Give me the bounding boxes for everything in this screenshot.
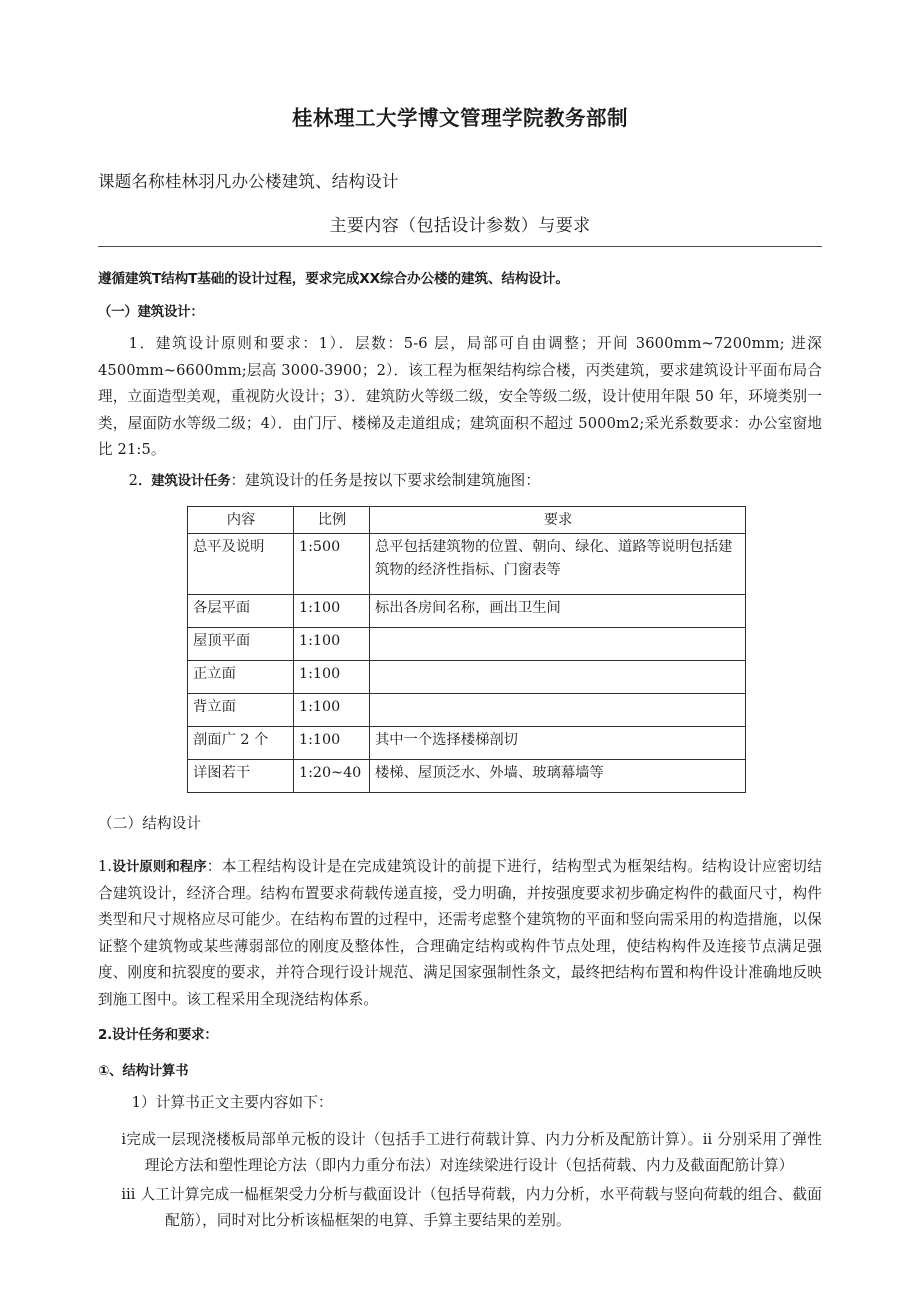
cell-scale: 1:100 [294,694,370,727]
cell-scale: 1:100 [294,595,370,628]
subject-value: 桂林羽凡办公楼建筑、结构设计 [164,171,399,191]
table-row [188,628,746,661]
cell-requirement: 标出各房间名称，画出卫生间 [370,595,746,628]
cell-scale: 1:100 [294,661,370,694]
architecture-task-line [98,464,822,495]
cell-content: 详图若干 [188,760,294,793]
table-row [188,727,746,760]
architecture-heading: （一）建筑设计： [98,304,204,320]
cell-requirement [370,628,746,661]
task-text: ：建筑设计的任务是按以下要求绘制建筑施图： [230,471,541,489]
subject-line [98,132,822,195]
drawing-spec-table [187,506,746,793]
principle-number: 1. [98,858,113,875]
table-row [188,760,746,793]
cell-content: 背立面 [188,694,294,727]
intro-paragraph: 遵循建筑T结构T基础的设计过程，要求完成XX综合办公楼的建筑、结构设计。 [98,270,569,287]
cell-content: 屋顶平面 [188,628,294,661]
task-label: ．建筑设计任务 [138,473,231,489]
structure-heading: （二）结构设计 [98,815,202,833]
drawing-spec-table-wrapper [98,494,822,793]
calc-item-i: ⅰ完成一层现浇楼板局部单元板的设计（包括手工进行荷载计算、内力分析及配筋计算）。ⅱ 分别采用了弹性理论方法和塑性理论方法（即内力重分布法）对连续梁进行设计（包括荷载、内力及截面配筋计算） [121,1130,822,1175]
cell-content: 总平及说明 [188,534,294,595]
principle-text: ：本工程结构设计是在完成建筑设计的前提下进行，结构型式为框架结构。结构设计应密切结合建筑设计，经济合理。结构布置要求荷载传递直接，受力明确，并按强度要求初步确定构件的截面尺寸，构件类型和尺寸规格应尽可能少。在结构布置的过程中，还需考虑整个建筑物的平面和竖向需采用的构造措施，以保证整个建筑物或某些薄弱部位的刚度及整体性，合理确定结构或构件节点处理，使结构构件及连接节点满足强度、刚度和抗裂度的要求，并符合现行设计规范、满足国家强制性条文，最终把结构布置和构件设计准确地反映到施工图中。该工程采用全现浇结构体系。 [98,858,822,1008]
column-header-scale: 比例 [294,507,370,534]
table-header-row [188,507,746,534]
table-row [188,694,746,727]
page-title: 桂林理工大学博文管理学院教务部制 [292,106,628,130]
table-row [188,534,746,595]
column-header-content: 内容 [188,507,294,534]
cell-scale: 1:20~40 [294,760,370,793]
cell-requirement: 总平包括建筑物的位置、朝向、绿化、道路等说明包括建筑物的经济性指标、门窗表等 [370,534,746,595]
cell-content: 各层平面 [188,595,294,628]
architecture-principle-item: 1．建筑设计原则和要求：1）．层数：5-6 层，局部可自由调整；开间 3600mm~7200mm; 进深 4500mm~6600mm;层高 3000-3900；2）．该工程为框架结构综合楼，丙类建筑，要求建筑设计平面布局合理，立面造型美观，重视防火设计；3）．建筑防火等级二级，安全等级二级，设计使用年限 50 年，环境类别一类，屋面防水等级二级；4）．由门厅、楼梯及走道组成；建筑面积不超过 5000m2;采光系数要求：办公室窗地比 21:5。 [98,335,822,459]
section-heading: 主要内容（包括设计参数）与要求 [329,216,591,237]
cell-scale: 1:500 [294,534,370,595]
column-header-requirement: 要求 [370,507,746,534]
table-row [188,595,746,628]
cell-content: 正立面 [188,661,294,694]
cell-requirement: 其中一个选择楼梯剖切 [370,727,746,760]
cell-content: 剖面广 2 个 [188,727,294,760]
structure-principle-paragraph [98,838,822,1013]
cell-scale: 1:100 [294,727,370,760]
cell-requirement [370,661,746,694]
calc-intro: 1）计算书正文主要内容如下： [131,1094,333,1112]
structure-circled-item: ①、结构计算书 [98,1063,189,1079]
calc-item-iii: ⅲ 人工计算完成一榀框架受力分析与截面设计（包括导荷载，内力分析，水平荷载与竖向荷载的组合、截面配筋），同时对比分析该榀框架的电算、手算主要结果的差别。 [121,1185,822,1230]
cell-scale: 1:100 [294,628,370,661]
cell-requirement: 楼梯、屋顶泛水、外墙、玻璃幕墙等 [370,760,746,793]
table-row [188,661,746,694]
task-number: 2 [128,471,139,489]
subject-label: 课题名称 [98,171,165,191]
structure-task-label: 2.设计任务和要求： [98,1028,218,1044]
principle-label: 设计原则和程序 [112,860,207,875]
cell-requirement [370,694,746,727]
